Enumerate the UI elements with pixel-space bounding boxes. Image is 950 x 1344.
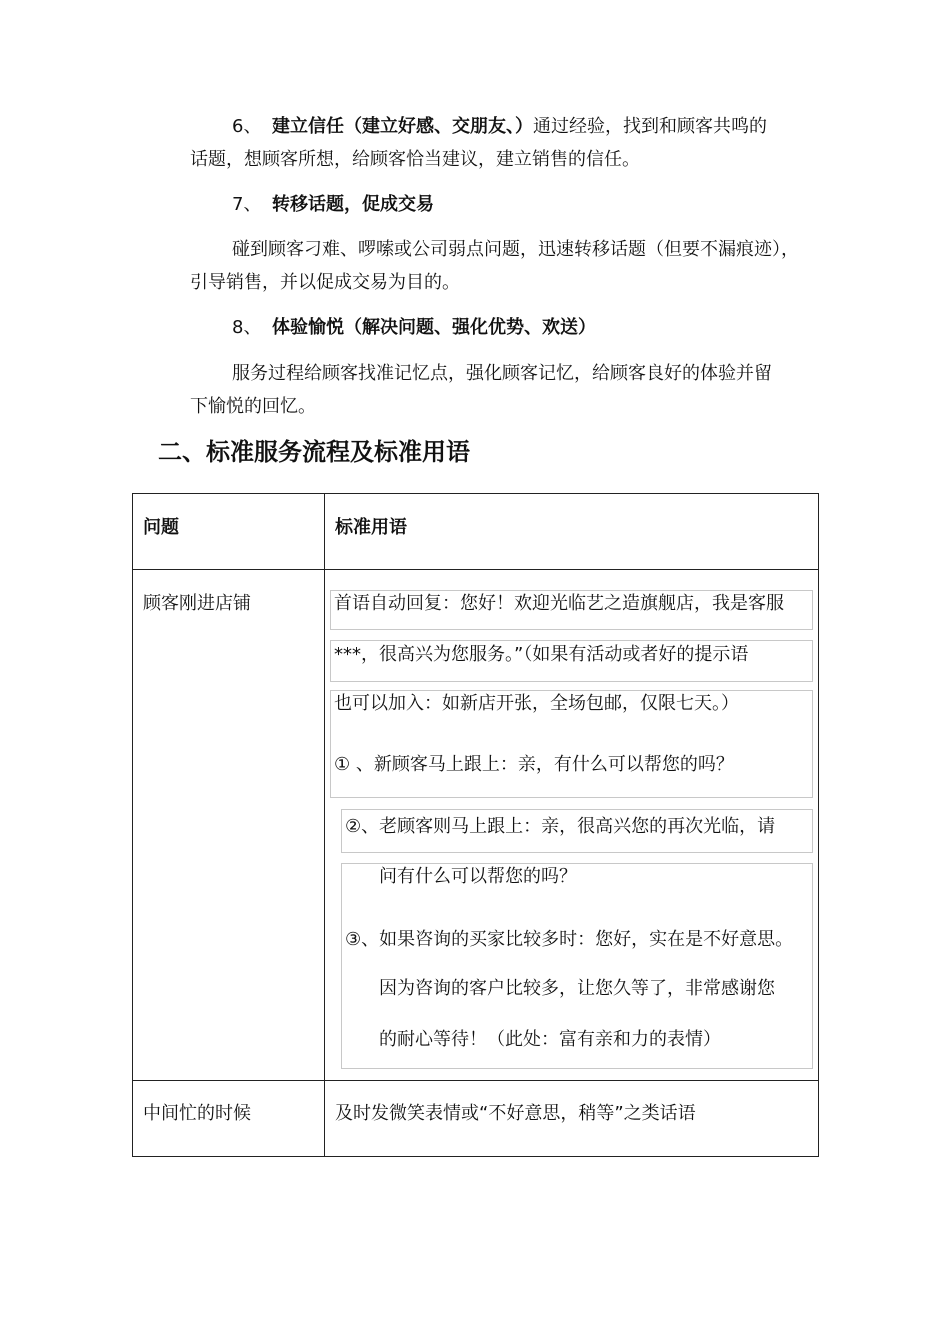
item-7-paragraph-line2: 引导销售，并以促成交易为目的。 <box>190 272 460 293</box>
answer-line-1: 首语自动回复：您好！欢迎光临艺之造旗舰店，我是客服 <box>334 593 784 614</box>
row2-answer: 及时发微笑表情或“不好意思，稍等”之类话语 <box>335 1103 696 1124</box>
item-6-title: 建立信任（建立好感、交朋友、） <box>272 116 533 137</box>
row2-question: 中间忙的时候 <box>143 1103 251 1124</box>
answer-line-3: 也可以加入：如新店开张，全场包邮，仅限七天。） <box>334 693 739 714</box>
item-8-paragraph-line2: 下愉悦的回忆。 <box>190 396 316 417</box>
answer-line-7: ③、如果咨询的买家比较多时：您好，实在是不好意思。 <box>345 929 794 950</box>
header-phrase: 标准用语 <box>335 517 407 538</box>
header-phrase-cell <box>325 494 819 570</box>
answer-line-5: ②、老顾客则马上跟上：亲，很高兴您的再次光临，请 <box>345 816 776 837</box>
row1-answer-cell <box>325 570 819 1081</box>
row2-question-cell <box>133 1081 325 1157</box>
item-8-paragraph-line1: 服务过程给顾客找准记忆点，强化顾客记忆，给顾客良好的体验并留 <box>232 363 772 384</box>
item-7-title: 转移话题，促成交易 <box>272 194 434 215</box>
row2-answer-cell <box>325 1081 819 1157</box>
answer-line-8: 因为咨询的客户比较多，让您久等了，非常感谢您 <box>379 978 775 999</box>
item-7-number: 7、 <box>232 194 262 215</box>
answer-line-9: 的耐心等待！（此处：富有亲和力的表情） <box>379 1029 721 1050</box>
answer-line-4: ① 、新顾客马上跟上：亲，有什么可以帮您的吗？ <box>334 754 734 775</box>
item-6-continuation: 话题，想顾客所想，给顾客恰当建议，建立销售的信任。 <box>190 149 640 170</box>
answer-line-6: 问有什么可以帮您的吗？ <box>379 866 577 887</box>
row1-question: 顾客刚进店铺 <box>143 593 251 614</box>
item-8-title: 体验愉悦（解决问题、强化优势、欢送） <box>272 317 596 338</box>
item-7-heading <box>232 193 434 217</box>
table-row <box>133 570 819 1081</box>
table-header-row <box>133 494 819 570</box>
item-8-number: 8、 <box>232 317 262 338</box>
header-question: 问题 <box>143 517 179 538</box>
item-6-text: 通过经验，找到和顾客共鸣的 <box>533 116 767 137</box>
section-heading: 二、标准服务流程及标准用语 <box>158 438 470 466</box>
answer-line-2: ***，很高兴为您服务。”（如果有活动或者好的提示语 <box>334 644 749 665</box>
table-row <box>133 1081 819 1157</box>
row1-question-cell <box>133 570 325 1081</box>
item-6-number: 6、 <box>232 116 262 137</box>
standard-phrases-table <box>132 493 819 1157</box>
item-8-heading <box>232 316 596 340</box>
header-question-cell <box>133 494 325 570</box>
item-7-paragraph-line1: 碰到顾客刁难、啰嗦或公司弱点问题，迅速转移话题（但要不漏痕迹）， <box>232 239 799 260</box>
item-6-line <box>232 115 767 139</box>
